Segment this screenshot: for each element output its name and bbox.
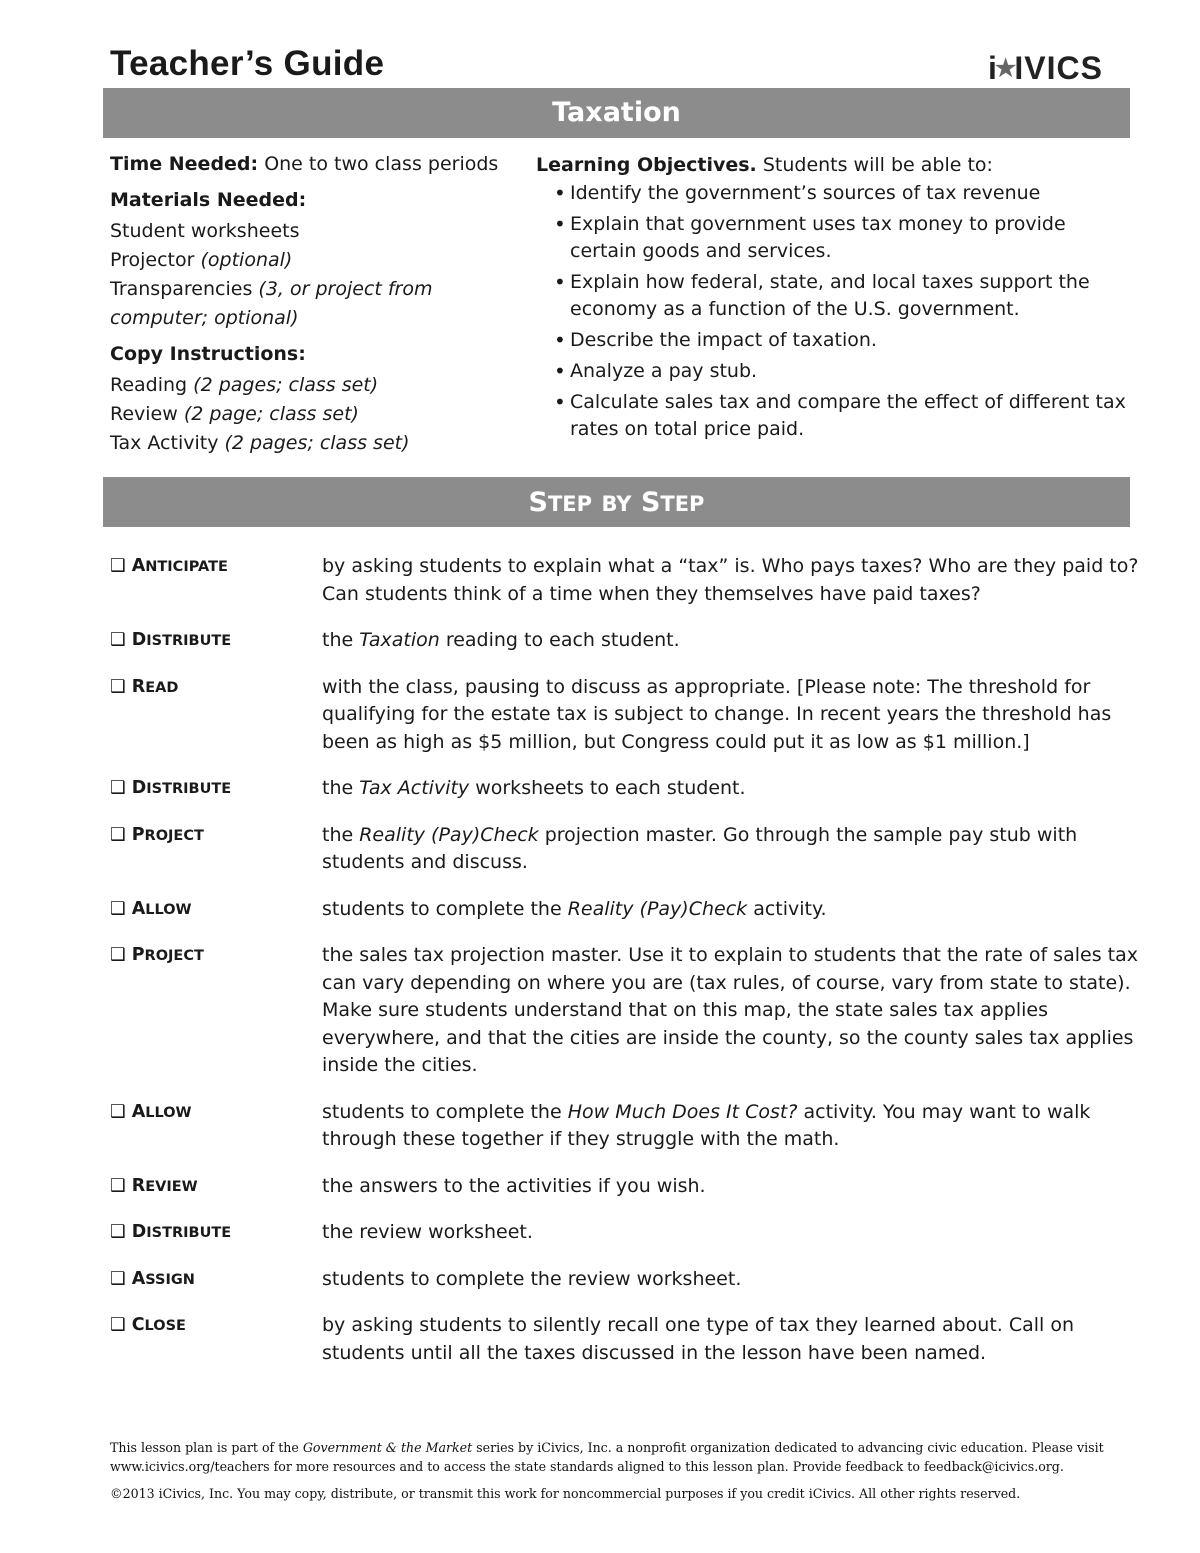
step-verb: ❑ ALLOW [110, 1101, 192, 1122]
learning-objectives [536, 150, 1136, 447]
step-row [110, 1312, 1140, 1367]
lesson-title-banner: Taxation [103, 88, 1130, 138]
step-verb: ❑ ANTICIPATE [110, 556, 228, 576]
objective-item: • Describe the impact of taxation. [536, 327, 1136, 354]
objective-item: • Calculate sales tax and compare the effect of different tax rates on total price paid. [536, 389, 1136, 443]
material-item-cont: computer; optional) [110, 307, 299, 329]
step-row [110, 775, 1140, 803]
materials-label: Materials Needed: [110, 189, 307, 211]
checkbox-icon[interactable]: ❑ [110, 778, 126, 798]
step-row [110, 896, 1140, 924]
step-row [110, 553, 1140, 608]
copy-item: Review (2 page; class set) [110, 403, 359, 425]
checkbox-icon[interactable]: ❑ [110, 824, 126, 845]
icivics-logo [988, 50, 1103, 87]
objective-item: • Explain how federal, state, and local taxes support the economy as a function of the U.S. government. [536, 269, 1136, 323]
step-row [110, 674, 1140, 757]
footer-note: This lesson plan is part of the Government & the Market series by iCivics, Inc. a nonprofit organization dedicated to advancing civic education. Please visit www.icivics.org/teachers for more resources and to access the state standards aligned to this lesson plan. Provide feedback to feedback@icivics.org. [110, 1440, 1104, 1474]
steps-list [110, 553, 1140, 1367]
page-title: Teacher’s Guide [110, 44, 385, 83]
objective-item: • Analyze a pay stub. [536, 358, 1136, 385]
step-verb: ❑ ASSIGN [110, 1268, 195, 1289]
checkbox-icon[interactable]: ❑ [110, 945, 126, 965]
step-verb: ❑ DISTRIBUTE [110, 1222, 232, 1242]
step-description: the Reality (Pay)Check projection master. Go through the sample pay stub with students and discuss. [322, 823, 1078, 873]
lesson-details [110, 150, 520, 458]
step-verb: ❑ READ [110, 676, 179, 697]
copy-instructions-label: Copy Instructions: [110, 343, 306, 365]
step-row [110, 822, 1140, 877]
checkbox-icon[interactable]: ❑ [110, 1222, 126, 1242]
step-row [110, 627, 1140, 655]
copyright: ©2013 iCivics, Inc. You may copy, distribute, or transmit this work for noncommercial purposes if you credit iCivics. All other rights reserved. [110, 1486, 1021, 1501]
step-description: students to complete the How Much Does It Cost? activity. You may want to walk through these together if they struggle with the math. [322, 1100, 1091, 1150]
step-row [110, 1099, 1140, 1154]
step-verb: ❑ DISTRIBUTE [110, 778, 232, 798]
step-by-step-banner: STEP BY STEP [103, 477, 1130, 527]
step-description: the review worksheet. [322, 1221, 533, 1243]
step-verb: ❑ PROJECT [110, 945, 204, 965]
step-description: by asking students to explain what a “tax” is. Who pays taxes? Who are they paid to? Can students think of a time when they themselves have paid taxes? [322, 555, 1139, 605]
step-verb: ❑ PROJECT [110, 824, 204, 845]
logo-text-right: IVICS [1014, 50, 1103, 86]
step-row [110, 1266, 1140, 1294]
step-row [110, 1219, 1140, 1247]
material-item: Projector (optional) [110, 249, 293, 271]
time-value: One to two class periods [264, 153, 499, 175]
material-item: Transparencies (3, or project from [110, 278, 433, 300]
copy-item: Tax Activity (2 pages; class set) [110, 432, 410, 454]
step-row [110, 942, 1140, 1080]
checkbox-icon[interactable]: ❑ [110, 1315, 126, 1335]
checkbox-icon[interactable]: ❑ [110, 676, 126, 697]
step-verb: ❑ REVIEW [110, 1175, 198, 1196]
star-icon: ★ [994, 55, 1018, 82]
checkbox-icon[interactable]: ❑ [110, 630, 126, 650]
copy-item: Reading (2 pages; class set) [110, 374, 379, 396]
footer [110, 1438, 1140, 1503]
step-verb: ❑ CLOSE [110, 1315, 186, 1335]
step-row [110, 1173, 1140, 1201]
checkbox-icon[interactable]: ❑ [110, 1175, 126, 1196]
checkbox-icon[interactable]: ❑ [110, 556, 126, 576]
checkbox-icon[interactable]: ❑ [110, 1268, 126, 1289]
time-needed [110, 150, 520, 179]
step-description: the sales tax projection master. Use it to explain to students that the rate of sales tax can vary depending on where you are (tax rules, of course, vary from state to state). Make sure students understand that on this map, the state sales tax applies everywhere, and that the cities are inside the county, so the county sales tax applies inside the cities. [322, 944, 1138, 1076]
objectives-heading: Learning Objectives. Students will be able to: [536, 154, 993, 176]
step-description: the Tax Activity worksheets to each student. [322, 777, 746, 799]
checkbox-icon[interactable]: ❑ [110, 898, 126, 919]
step-verb: ❑ ALLOW [110, 898, 192, 919]
step-description: with the class, pausing to discuss as appropriate. [Please note: The threshold for qualifying for the estate tax is subject to change. In recent years the threshold has been as high as $5 million, but Congress could put it as low as $1 million.] [322, 675, 1112, 753]
material-item: Student worksheets [110, 220, 300, 242]
step-description: the Taxation reading to each student. [322, 629, 680, 651]
step-description: students to complete the review worksheet. [322, 1267, 742, 1290]
logo-text-left: i [988, 50, 998, 86]
step-description: students to complete the Reality (Pay)Check activity. [322, 897, 827, 920]
time-label: Time Needed: [110, 153, 259, 175]
objective-item: • Explain that government uses tax money to provide certain goods and services. [536, 211, 1136, 265]
step-verb: ❑ DISTRIBUTE [110, 630, 232, 650]
step-description: the answers to the activities if you wish. [322, 1174, 706, 1197]
step-description: by asking students to silently recall one type of tax they learned about. Call on students until all the taxes discussed in the lesson have been named. [322, 1314, 1075, 1364]
objective-item: • Identify the government’s sources of tax revenue [536, 180, 1136, 207]
checkbox-icon[interactable]: ❑ [110, 1101, 126, 1122]
